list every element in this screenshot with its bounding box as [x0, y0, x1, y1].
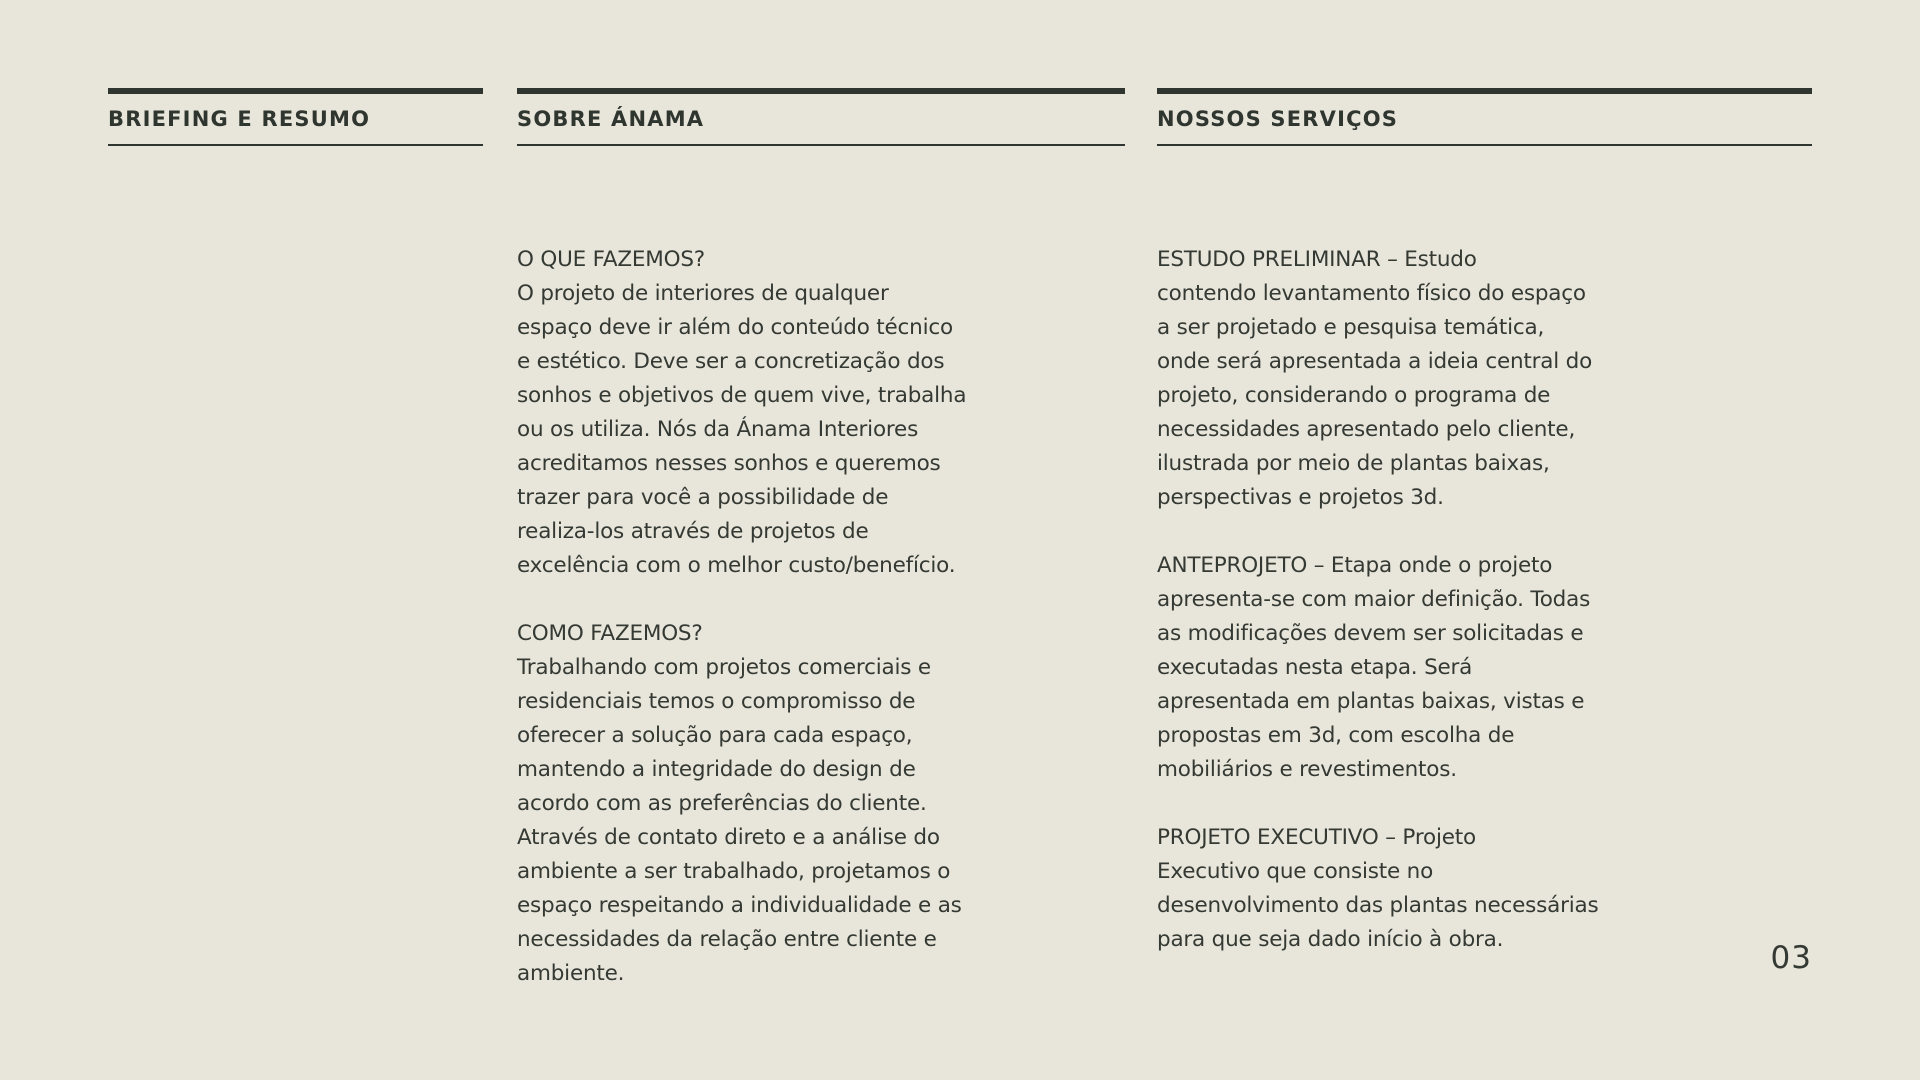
sobre-text-line: necessidades da relação entre cliente e [517, 927, 937, 952]
servicos-text-line: apresenta-se com maior definição. Todas [1157, 587, 1591, 612]
sobre-text-line: Através de contato direto e a análise do [517, 825, 940, 850]
sobre-text-line: sonhos e objetivos de quem vive, trabalha [517, 383, 967, 408]
servicos-text-line: perspectivas e projetos 3d. [1157, 485, 1444, 510]
column-title-servicos: NOSSOS SERVIÇOS [1157, 107, 1399, 131]
sobre-text-line: trazer para você a possibilidade de [517, 485, 889, 510]
servicos-text-line: as modificações devem ser solicitadas e [1157, 621, 1584, 646]
servicos-text-line: ilustrada por meio de plantas baixas, [1157, 451, 1550, 476]
servicos-text-line: desenvolvimento das plantas necessárias [1157, 893, 1599, 918]
servicos-body-text [1157, 243, 1599, 957]
servicos-text-line: Executivo que consiste no [1157, 859, 1434, 884]
bottom-rule [1157, 144, 1812, 146]
sobre-text-line: espaço respeitando a individualidade e as [517, 893, 962, 918]
sobre-body-text [517, 243, 966, 991]
servicos-text-line: onde será apresentada a ideia central do [1157, 349, 1593, 374]
page-number: 03 [1770, 940, 1812, 976]
servicos-paragraph [1157, 549, 1599, 787]
sobre-text-line: COMO FAZEMOS? [517, 621, 703, 646]
sobre-paragraph [517, 617, 966, 991]
servicos-text-line: a ser projetado e pesquisa temática, [1157, 315, 1545, 340]
sobre-text-line: Trabalhando com projetos comerciais e [517, 655, 931, 680]
bottom-rule [517, 144, 1125, 146]
sobre-text-line: excelência com o melhor custo/benefício. [517, 553, 956, 578]
servicos-text-line: propostas em 3d, com escolha de [1157, 723, 1515, 748]
servicos-text-line: ESTUDO PRELIMINAR – Estudo [1157, 247, 1477, 272]
top-rule [108, 88, 483, 94]
top-rule [517, 88, 1125, 94]
sobre-text-line: espaço deve ir além do conteúdo técnico [517, 315, 953, 340]
sobre-text-line: ou os utiliza. Nós da Ánama Interiores [517, 417, 919, 442]
sobre-text-line: ambiente a ser trabalhado, projetamos o [517, 859, 951, 884]
sobre-text-line: O QUE FAZEMOS? [517, 247, 705, 272]
servicos-text-line: projeto, considerando o programa de [1157, 383, 1551, 408]
sobre-text-line: residenciais temos o compromisso de [517, 689, 916, 714]
servicos-text-line: mobiliários e revestimentos. [1157, 757, 1457, 782]
sobre-text-line: acordo com as preferências do cliente. [517, 791, 927, 816]
sobre-paragraph [517, 243, 966, 583]
servicos-paragraph [1157, 821, 1599, 957]
servicos-text-line: contendo levantamento físico do espaço [1157, 281, 1586, 306]
servicos-text-line: executadas nesta etapa. Será [1157, 655, 1473, 680]
column-sobre [517, 88, 1125, 146]
sobre-text-line: acreditamos nesses sonhos e queremos [517, 451, 941, 476]
column-title-briefing: BRIEFING E RESUMO [108, 107, 371, 131]
sobre-text-line: oferecer a solução para cada espaço, [517, 723, 913, 748]
servicos-text-line: para que seja dado início à obra. [1157, 927, 1504, 952]
sobre-text-line: mantendo a integridade do design de [517, 757, 916, 782]
servicos-paragraph [1157, 243, 1599, 515]
column-title-sobre: SOBRE ÁNAMA [517, 107, 705, 131]
sobre-text-line: ambiente. [517, 961, 625, 986]
top-rule [1157, 88, 1812, 94]
sobre-text-line: e estético. Deve ser a concretização dos [517, 349, 945, 374]
column-servicos [1157, 88, 1812, 146]
servicos-text-line: ANTEPROJETO – Etapa onde o projeto [1157, 553, 1553, 578]
servicos-text-line: apresentada em plantas baixas, vistas e [1157, 689, 1585, 714]
servicos-text-line: PROJETO EXECUTIVO – Projeto [1157, 825, 1476, 850]
bottom-rule [108, 144, 483, 146]
sobre-text-line: realiza-los através de projetos de [517, 519, 869, 544]
column-briefing [108, 88, 483, 146]
servicos-text-line: necessidades apresentado pelo cliente, [1157, 417, 1576, 442]
sobre-text-line: O projeto de interiores de qualquer [517, 281, 889, 306]
